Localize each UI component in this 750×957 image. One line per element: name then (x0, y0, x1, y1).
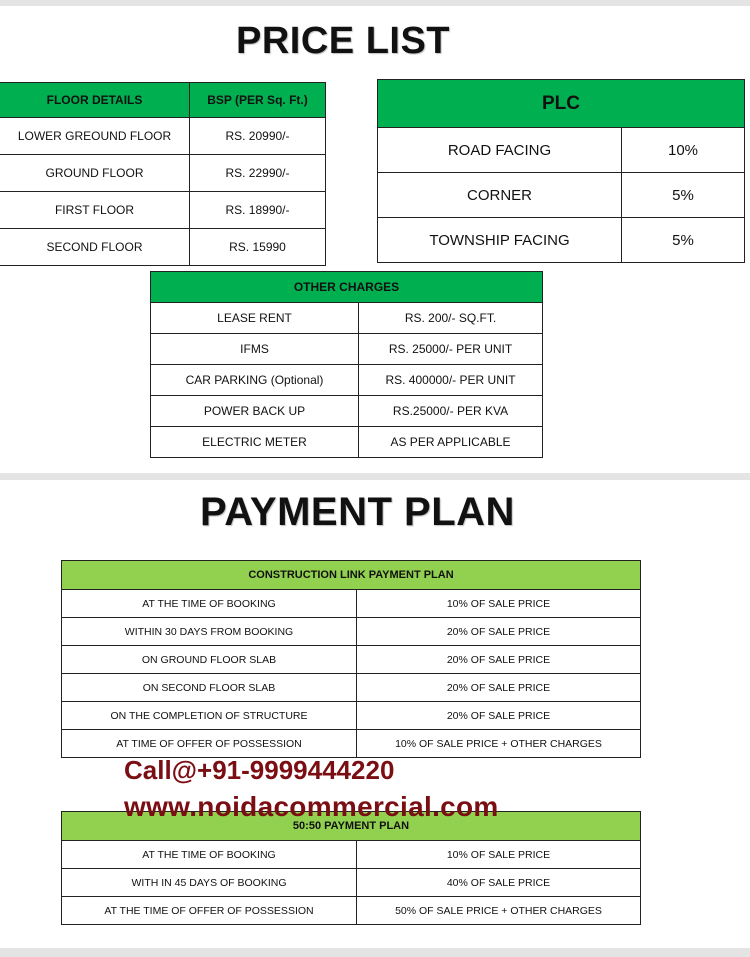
fifty-fifty-header: 50:50 PAYMENT PLAN (62, 812, 641, 841)
charge-name-cell: POWER BACK UP (151, 396, 359, 427)
milestone-cell: AT TIME OF OFFER OF POSSESSION (62, 730, 357, 758)
table-row (151, 303, 543, 334)
table-row (0, 118, 326, 155)
floor-price-table (0, 82, 326, 266)
milestone-cell: AT THE TIME OF BOOKING (62, 841, 357, 869)
charge-name-cell: ELECTRIC METER (151, 427, 359, 458)
charge-name-cell: LEASE RENT (151, 303, 359, 334)
table-row (62, 702, 641, 730)
plc-type-cell: ROAD FACING (378, 128, 622, 173)
payment-cell: 40% OF SALE PRICE (357, 869, 641, 897)
payment-cell: 20% OF SALE PRICE (357, 702, 641, 730)
table-row (0, 229, 326, 266)
construction-link-plan-table (61, 560, 641, 758)
other-charges-table (150, 271, 543, 458)
table-row (62, 730, 641, 758)
fifty-fifty-plan-table (61, 811, 641, 925)
milestone-cell: AT THE TIME OF OFFER OF POSSESSION (62, 897, 357, 925)
charge-value-cell: RS. 25000/- PER UNIT (359, 334, 543, 365)
table-row (378, 128, 745, 173)
table-row (62, 674, 641, 702)
bsp-price-cell: RS. 22990/- (190, 155, 326, 192)
floor-name-cell: GROUND FLOOR (0, 155, 190, 192)
milestone-cell: ON SECOND FLOOR SLAB (62, 674, 357, 702)
table-row (151, 396, 543, 427)
price-list-title: PRICE LIST (236, 20, 451, 62)
charge-name-cell: CAR PARKING (Optional) (151, 365, 359, 396)
table-row (62, 869, 641, 897)
payment-cell: 20% OF SALE PRICE (357, 646, 641, 674)
plc-value-cell: 5% (622, 218, 745, 263)
table-header-row (151, 272, 543, 303)
table-row (62, 841, 641, 869)
table-row (151, 334, 543, 365)
plc-value-cell: 10% (622, 128, 745, 173)
floor-name-cell: FIRST FLOOR (0, 192, 190, 229)
table-header-row (0, 83, 326, 118)
table-row (62, 646, 641, 674)
bsp-price-cell: RS. 15990 (190, 229, 326, 266)
plc-type-cell: CORNER (378, 173, 622, 218)
promo-phone-number: Call@+91-9999444220 (124, 755, 395, 785)
milestone-cell: WITH IN 45 DAYS OF BOOKING (62, 869, 357, 897)
payment-cell: 50% OF SALE PRICE + OTHER CHARGES (357, 897, 641, 925)
floor-name-cell: LOWER GREOUND FLOOR (0, 118, 190, 155)
table-row (62, 618, 641, 646)
plc-type-cell: TOWNSHIP FACING (378, 218, 622, 263)
price-list-panel (0, 6, 750, 473)
charge-value-cell: RS. 400000/- PER UNIT (359, 365, 543, 396)
charge-value-cell: AS PER APPLICABLE (359, 427, 543, 458)
table-row (62, 897, 641, 925)
table-row (378, 173, 745, 218)
charge-value-cell: RS. 200/- SQ.FT. (359, 303, 543, 334)
payment-cell: 10% OF SALE PRICE + OTHER CHARGES (357, 730, 641, 758)
bsp-price-cell: RS. 20990/- (190, 118, 326, 155)
table-row (0, 155, 326, 192)
table-header-row (378, 80, 745, 128)
charge-name-cell: IFMS (151, 334, 359, 365)
table-row (378, 218, 745, 263)
payment-cell: 10% OF SALE PRICE (357, 590, 641, 618)
table-row (62, 590, 641, 618)
charge-value-cell: RS.25000/- PER KVA (359, 396, 543, 427)
column-header: BSP (PER Sq. Ft.) (190, 83, 326, 118)
payment-plan-panel (0, 480, 750, 948)
plc-header: PLC (378, 80, 745, 128)
table-header-row (62, 561, 641, 590)
payment-plan-title: PAYMENT PLAN (200, 490, 515, 534)
table-row (0, 192, 326, 229)
construction-link-header: CONSTRUCTION LINK PAYMENT PLAN (62, 561, 641, 590)
payment-cell: 20% OF SALE PRICE (357, 674, 641, 702)
table-row (151, 427, 543, 458)
milestone-cell: WITHIN 30 DAYS FROM BOOKING (62, 618, 357, 646)
milestone-cell: ON THE COMPLETION OF STRUCTURE (62, 702, 357, 730)
milestone-cell: AT THE TIME OF BOOKING (62, 590, 357, 618)
plc-value-cell: 5% (622, 173, 745, 218)
column-header: FLOOR DETAILS (0, 83, 190, 118)
plc-table (377, 79, 745, 263)
floor-name-cell: SECOND FLOOR (0, 229, 190, 266)
payment-cell: 20% OF SALE PRICE (357, 618, 641, 646)
bsp-price-cell: RS. 18990/- (190, 192, 326, 229)
promo-website: www.noidacommercial.com (124, 791, 499, 822)
milestone-cell: ON GROUND FLOOR SLAB (62, 646, 357, 674)
table-row (151, 365, 543, 396)
payment-cell: 10% OF SALE PRICE (357, 841, 641, 869)
other-charges-header: OTHER CHARGES (151, 272, 543, 303)
